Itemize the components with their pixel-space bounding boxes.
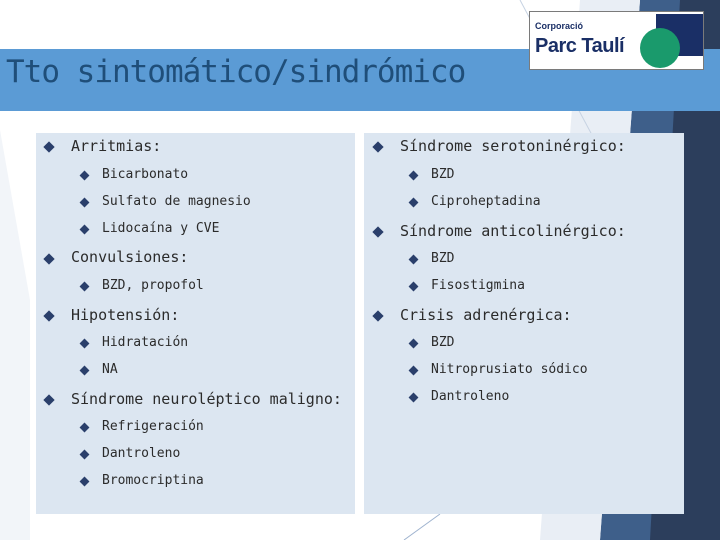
left-subitem: Lidocaína y CVE: [102, 221, 220, 236]
left-item-convulsiones: Convulsiones:: [71, 248, 189, 266]
right-subitem: BZD: [431, 335, 455, 350]
left-subitem: Sulfato de magnesio: [102, 194, 251, 209]
right-subitem: BZD: [431, 251, 455, 266]
left-item-neuroleptico: Síndrome neuroléptico maligno:: [71, 390, 342, 408]
logo-mark-icon: [638, 14, 704, 69]
left-subitem: Bicarbonato: [102, 167, 189, 182]
logo-line1: Corporació: [535, 21, 584, 31]
right-subitem: Nitroprusiato sódico: [431, 362, 588, 377]
left-subitem: Refrigeración: [102, 419, 204, 434]
left-item-hipotension: Hipotensión:: [71, 306, 180, 324]
right-subitem: Dantroleno: [431, 389, 510, 404]
right-item-anticolinergico: Síndrome anticolinérgico:: [400, 222, 626, 240]
left-subitem: Bromocriptina: [102, 473, 204, 488]
right-subitem: Ciproheptadina: [431, 194, 541, 209]
left-subitem: Hidratación: [102, 335, 189, 350]
left-subitem: NA: [102, 362, 118, 377]
right-item-serotoninergico: Síndrome serotoninérgico:: [400, 137, 626, 155]
left-subitem: Dantroleno: [102, 446, 181, 461]
right-subitem: BZD: [431, 167, 455, 182]
right-item-adrenergica: Crisis adrenérgica:: [400, 306, 572, 324]
parc-tauli-logo: [529, 11, 704, 70]
right-subitem: Fisostigmina: [431, 278, 525, 293]
slide-title: Tto sintomático/sindrómico: [6, 54, 466, 90]
left-item-arritmias: Arritmias:: [71, 137, 162, 155]
logo-line2: Parc Taulí: [535, 35, 625, 57]
left-subitem: BZD, propofol: [102, 278, 204, 293]
